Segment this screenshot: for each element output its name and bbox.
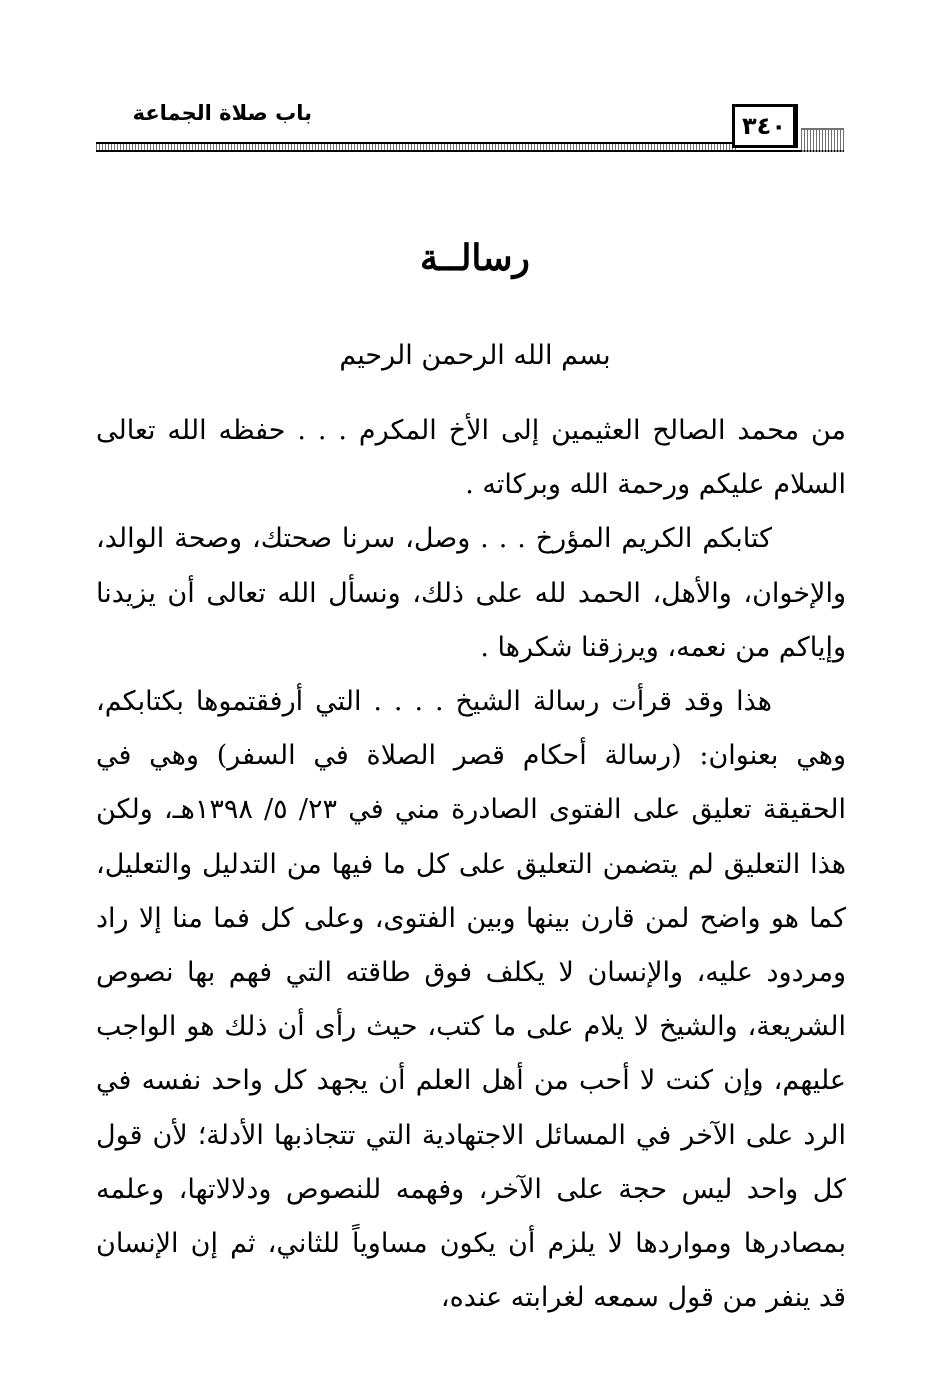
running-header — [96, 98, 844, 154]
basmala: بسم الله الرحمن الرحيم — [339, 340, 611, 371]
paragraph-main: هذا وقد قرأت رسالة الشيخ . . . . التي أرفقتموها بكتابكم، وهي بعنوان: (رسالة أحكام قصر الصلاة في السفر) وهي في الحقيقة تعليق على الفتوى الصادرة مني في ٢٣/ ٥/ ١٣٩٨هـ، ولكن هذا التعليق لم يتضمن التعليق على كل ما فيها من التدليل والتعليل، كما هو واضح لمن قارن بينها وبين الفتوى، وعلى كل فما منا إلا راد ومردود عليه، والإنسان لا يكلف فوق طاقته التي فهم بها نصوص الشريعة، والشيخ لا يلام على ما كتب، حيث رأى أن ذلك هو الواجب عليهم، وإن كنت لا أحب من أهل العلم أن يجهد كل واحد نفسه في الرد على الآخر في المسائل الاجتهادية التي تتجاذبها الأدلة؛ لأن قول كل واحد ليس حجة على الآخر، وفهمه للنصوص ودلالاتها، وعلمه بمصادرها ومواردها لا يلزم أن يكون مساوياً للثاني، ثم إن الإنسان قد ينفر من قول سمعه لغرابته عنده، — [96, 686, 847, 1314]
page-number: ٣٤٠ — [732, 104, 798, 148]
page-title: رسالــة — [420, 237, 530, 279]
header-rule-bottom — [96, 150, 844, 152]
header-rule-band-right — [801, 128, 844, 152]
paragraph-greeting: كتابكم الكريم المؤرخ . . . وصل، سرنا صحتك، وصحة الوالد، والإخوان، والأهل، الحمد لله على ذلك، ونسأل الله تعالى أن يزيدنا وإياكم من نعمه، ويرزقنا شكرها . — [96, 523, 846, 663]
paragraph-salutation: من محمد الصالح العثيمين إلى الأخ المكرم . . . حفظه الله تعالى السلام عليكم ورحمة الله وبركاته . — [96, 415, 846, 501]
letter-body — [96, 404, 846, 1325]
section-title: باب صلاة الجماعة — [132, 101, 312, 125]
